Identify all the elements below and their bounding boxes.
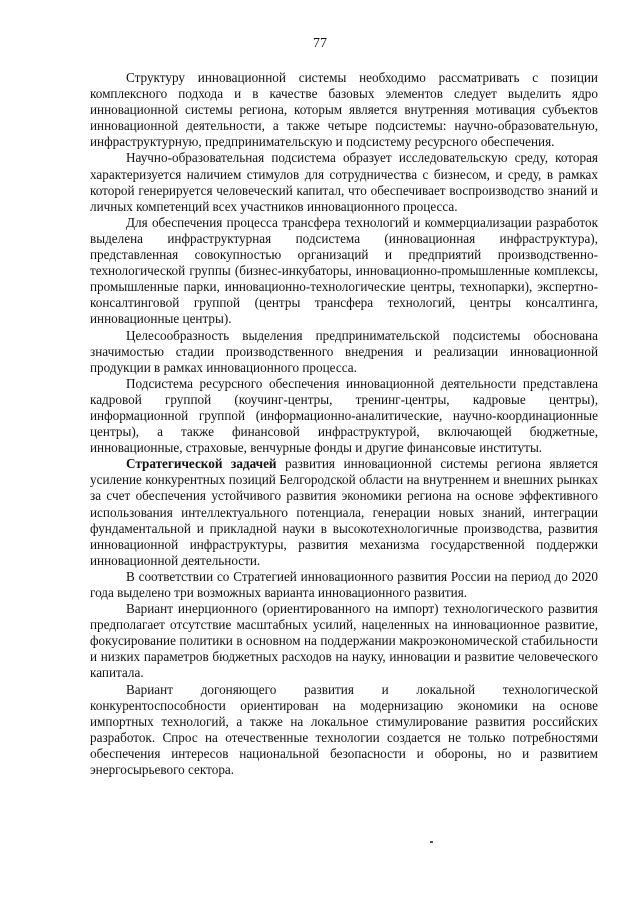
page-number: 77 [313, 36, 327, 51]
paragraph [90, 456, 598, 569]
scan-speck [430, 841, 433, 843]
paragraph: Вариант догоняющего развития и локальной технологической конкурентоспособности ориентирован на модернизацию экономики на основе импортных технологий, а также на локальное стимулирование развития российских разработок. Спрос на отечественные технологии создается не только потребностями обеспечения интересов национальной безопасности и обороны, но и развитием энергосырьевого сектора. [90, 681, 598, 778]
paragraph: В соответствии со Стратегией инновационного развития России на период до 2020 года выделено три возможных варианта инновационного развития. [90, 568, 598, 600]
paragraph: Целесообразность выделения предпринимательской подсистемы обоснована значимостью стадии производственного внедрения и реализации инновационной продукции в рамках инновационного процесса. [90, 327, 598, 375]
paragraph: Для обеспечения процесса трансфера технологий и коммерциализации разработок выделена инфраструктурная подсистема (инновационная инфраструктура), представленная совокупностью организаций и предприятий производственно-технологической группы (бизнес-инкубаторы, инновационно-промышленные комплексы, промышленные парки, инновационно-технологические центры, технопарки), экспертно-консалтинговой группой (центры трансфера технологий, центры консалтинга, инновационные центры). [90, 214, 598, 327]
document-body [90, 70, 598, 778]
bold-phrase: Стратегической задачей [126, 456, 277, 472]
paragraph: Научно-образовательная подсистема образует исследовательскую среду, которая характеризуется наличием стимулов для сотрудничества с бизнесом, и среду, в рамках которой генерируется человеческий капитал, что обеспечивает воспроизводство знаний и личных компетенций всех участников инновационного процесса. [90, 150, 598, 214]
paragraph-rest: развития инновационной системы региона является усиление конкурентных позиций Белгородской области на внутреннем и внешних рынках за счет обеспечения устойчивого развития экономики региона на основе эффективного использования интеллектуального потенциала, генерации новых знаний, интеграции фундаментальной и прикладной науки в высокотехнологичные производства, развития инновационной инфраструктуры, развития механизма государственной поддержки инновационной деятельности. [90, 456, 598, 568]
paragraph: Подсистема ресурсного обеспечения инновационной деятельности представлена кадровой группой (коучинг-центры, тренинг-центры, кадровые центры), информационной группой (информационно-аналитические, научно-координационные центры), а также финансовой инфраструктурой, включающей бюджетные, инновационные, страховые, венчурные фонды и другие финансовые институты. [90, 375, 598, 456]
paragraph: Структуру инновационной системы необходимо рассматривать с позиции комплексного подхода и в качестве базовых элементов следует выделить ядро инновационной системы региона, которым является внутренняя мотивация субъектов инновационной деятельности, а также четыре подсистемы: научно-образовательную, инфраструктурную, предпринимательскую и подсистему ресурсного обеспечения. [90, 70, 598, 150]
paragraph: Вариант инерционного (ориентированного на импорт) технологического развития предполагает отсутствие масштабных усилий, нацеленных на инновационное развитие, фокусирование политики в основном на поддержании макроэкономической стабильности и низких параметров бюджетных расходов на науку, инновации и развитие человеческого капитала. [90, 601, 598, 681]
